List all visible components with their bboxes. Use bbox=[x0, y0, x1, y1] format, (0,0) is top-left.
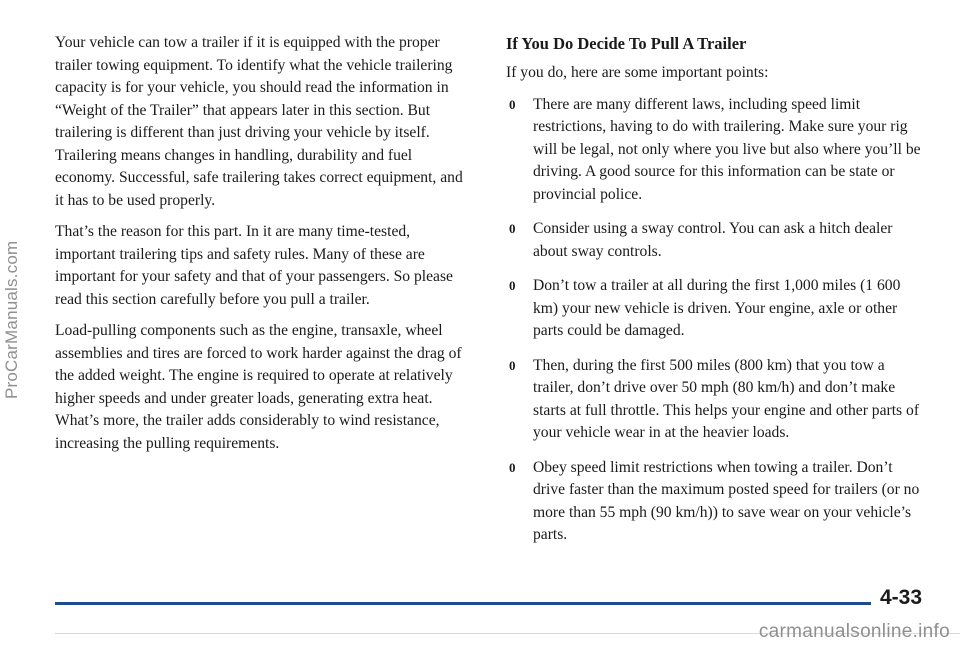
bullet-icon: 0 bbox=[509, 96, 516, 112]
important-points-list bbox=[506, 94, 922, 547]
load-pulling-paragraph: Load-pulling components such as the engine, transaxle, wheel assemblies and tires are forced to work harder against the drag of the added weight. The engine is required to operate at relatively higher speeds and under greater loads, generating extra heat. What’s more, the trailer adds considerably to wind resistance, increasing the pulling requirements. bbox=[55, 322, 462, 452]
intro-paragraph: Your vehicle can tow a trailer if it is equipped with the proper trailer towing equipment. To identify what the vehicle trailering capacity is for your vehicle, you should read the information in “Weight of the Trailer” that appears later in this section. But trailering is different than just driving your vehicle by itself. Trailering means changes in handling, durability and fuel economy. Successful, safe trailering takes correct equipment, and it has to be used properly. bbox=[55, 34, 463, 209]
reason-paragraph: That’s the reason for this part. In it are many time-tested, important trailering tips and safety rules. Many of these are important for your safety and that of your passengers. So please read this section carefully before you pull a trailer. bbox=[55, 223, 453, 308]
left-column bbox=[55, 32, 473, 464]
footer-divider bbox=[55, 602, 871, 605]
list-item-text: Don’t tow a trailer at all during the first 1,000 miles (1 600 km) your new vehicle is driven. Your engine, axle or other parts could be damaged. bbox=[533, 277, 901, 339]
page-number: 4-33 bbox=[880, 586, 923, 609]
list-item-text: Consider using a sway control. You can ask a hitch dealer about sway controls. bbox=[533, 220, 893, 260]
points-intro: If you do, here are some important points: bbox=[506, 64, 769, 81]
right-column bbox=[506, 32, 922, 559]
list-item-text: There are many different laws, including speed limit restrictions, having to do with trailering. Make sure your rig will be legal, not only where you live but also where you’ll be driving. A good source for this information can be state or provincial police. bbox=[533, 95, 921, 203]
bullet-icon: 0 bbox=[509, 278, 516, 293]
bullet-icon: 0 bbox=[509, 357, 516, 373]
list-item bbox=[506, 457, 922, 547]
side-watermark: ProCarManuals.com bbox=[2, 240, 21, 400]
bullet-icon: 0 bbox=[509, 221, 516, 236]
list-item bbox=[506, 355, 922, 445]
section-heading: If You Do Decide To Pull A Trailer bbox=[506, 34, 747, 53]
list-item-text: Obey speed limit restrictions when towing a trailer. Don’t drive faster than the maximum posted speed for trailers (or no more than 55 mph (90 km/h)) to save wear on your vehicle’s parts. bbox=[533, 458, 920, 543]
list-item bbox=[506, 218, 922, 263]
list-item bbox=[506, 275, 922, 343]
bullet-icon: 0 bbox=[509, 459, 516, 475]
list-item-text: Then, during the first 500 miles (800 km) that you tow a trailer, don’t drive over 50 mph (80 km/h) and don’t make starts at full throttle. This helps your engine and other parts of your vehicle wear in at the heavier loads. bbox=[533, 356, 920, 441]
bottom-watermark: carmanualsonline.info bbox=[758, 621, 950, 642]
list-item bbox=[506, 94, 922, 207]
